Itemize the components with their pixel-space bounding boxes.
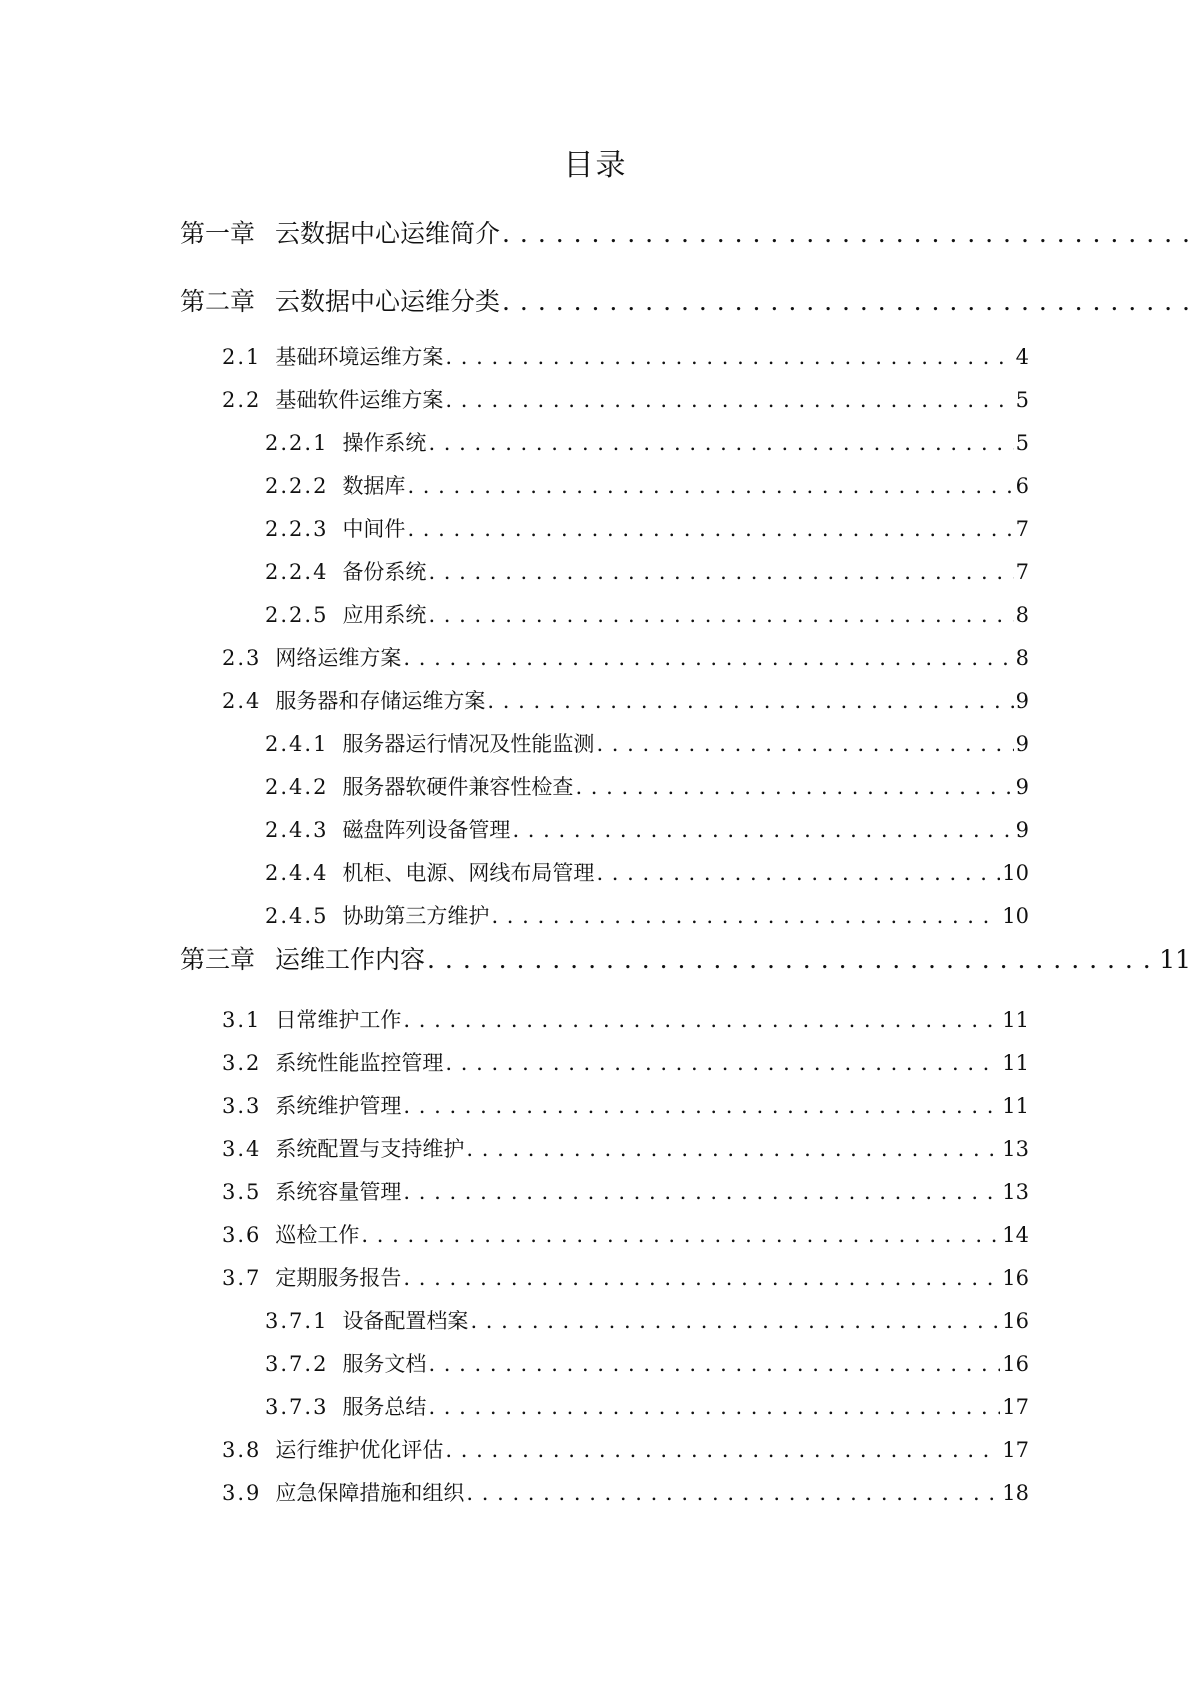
toc-entry-title: 应用系统 xyxy=(342,603,427,627)
toc-entry-number: 2.2 xyxy=(222,388,262,412)
toc-entry-title: 系统容量管理 xyxy=(275,1180,402,1204)
toc-entry-page: 6 xyxy=(1015,474,1029,498)
toc-entry-page: 16 xyxy=(1002,1266,1029,1290)
toc-entry-title: 网络运维方案 xyxy=(275,646,402,670)
toc-entry-page: 8 xyxy=(1015,603,1029,627)
dot-leader xyxy=(428,603,1013,627)
toc-entry-number: 3.2 xyxy=(222,1051,262,1075)
toc-entry-number: 2.3 xyxy=(222,646,262,670)
toc-entry-page: 5 xyxy=(1015,388,1029,412)
toc-entry-page: 11 xyxy=(1002,1051,1029,1075)
toc-entry-3-3[interactable] xyxy=(222,1090,1029,1118)
toc-entry-page: 9 xyxy=(1015,689,1029,713)
toc-entry-page: 13 xyxy=(1002,1137,1029,1161)
toc-entry-2-4-1[interactable] xyxy=(265,728,1029,756)
toc-entry-title: 磁盘阵列设备管理 xyxy=(342,818,511,842)
dot-leader xyxy=(427,945,1157,974)
toc-entry-number: 2.4 xyxy=(222,689,262,713)
toc-entry-chapter-3[interactable] xyxy=(180,940,1191,974)
toc-entry-page: 13 xyxy=(1002,1180,1029,1204)
dot-leader xyxy=(445,1438,1000,1462)
toc-entry-page: 5 xyxy=(1015,431,1029,455)
toc-entry-title: 云数据中心运维分类 xyxy=(275,287,501,316)
toc-entry-2-3[interactable] xyxy=(222,642,1029,670)
dot-leader xyxy=(403,646,1013,670)
toc-entry-title: 基础环境运维方案 xyxy=(275,345,444,369)
toc-entry-title: 设备配置档案 xyxy=(342,1309,469,1333)
toc-entry-number: 2.2.1 xyxy=(265,431,329,455)
toc-entry-page: 9 xyxy=(1015,818,1029,842)
toc-entry-title: 定期服务报告 xyxy=(275,1266,402,1290)
toc-entry-chapter-1[interactable] xyxy=(180,214,1191,248)
toc-entry-chapter-2[interactable] xyxy=(180,282,1191,316)
toc-entry-3-8[interactable] xyxy=(222,1434,1029,1462)
toc-entry-number: 2.2.3 xyxy=(265,517,329,541)
toc-entry-number: 第三章 xyxy=(180,945,256,974)
toc-entry-2-2-3[interactable] xyxy=(265,513,1029,541)
toc-entry-number: 2.2.5 xyxy=(265,603,329,627)
toc-entry-page: 17 xyxy=(1002,1395,1029,1419)
toc-entry-page: 11 xyxy=(1002,1094,1029,1118)
dot-leader xyxy=(470,1309,1000,1333)
toc-entry-number: 2.4.4 xyxy=(265,861,329,885)
dot-leader xyxy=(502,287,1189,316)
toc-entry-title: 机柜、电源、网线布局管理 xyxy=(342,861,595,885)
toc-entry-page: 7 xyxy=(1015,517,1029,541)
toc-entry-number: 3.1 xyxy=(222,1008,262,1032)
toc-entry-title: 云数据中心运维简介 xyxy=(275,219,501,248)
dot-leader xyxy=(596,861,1000,885)
toc-entry-title: 系统性能监控管理 xyxy=(275,1051,444,1075)
toc-entry-page: 10 xyxy=(1002,904,1029,928)
toc-entry-3-6[interactable] xyxy=(222,1219,1029,1247)
dot-leader xyxy=(428,1352,1000,1376)
toc-entry-number: 第二章 xyxy=(180,287,256,316)
dot-leader xyxy=(466,1137,1000,1161)
toc-entry-title: 中间件 xyxy=(342,517,406,541)
toc-entry-2-2-1[interactable] xyxy=(265,427,1029,455)
toc-entry-title: 服务器和存储运维方案 xyxy=(275,689,486,713)
toc-entry-page: 14 xyxy=(1002,1223,1029,1247)
toc-entry-title: 服务器软硬件兼容性检查 xyxy=(342,775,574,799)
toc-entry-2-4[interactable] xyxy=(222,685,1029,713)
dot-leader xyxy=(407,474,1013,498)
page-title: 目录 xyxy=(563,148,628,183)
toc-entry-page: 18 xyxy=(1002,1481,1029,1505)
toc-entry-2-1[interactable] xyxy=(222,341,1029,369)
toc-entry-title: 系统配置与支持维护 xyxy=(275,1137,465,1161)
toc-entry-page: 9 xyxy=(1015,732,1029,756)
toc-entry-title: 日常维护工作 xyxy=(275,1008,402,1032)
dot-leader xyxy=(466,1481,1000,1505)
dot-leader xyxy=(502,219,1189,248)
toc-entry-number: 2.2.4 xyxy=(265,560,329,584)
toc-entry-title: 运行维护优化评估 xyxy=(275,1438,444,1462)
toc-entry-page: 11 xyxy=(1159,945,1191,974)
toc-entry-number: 2.1 xyxy=(222,345,262,369)
toc-entry-number: 2.4.3 xyxy=(265,818,329,842)
toc-entry-number: 2.4.1 xyxy=(265,732,329,756)
toc-entry-number: 第一章 xyxy=(180,219,256,248)
toc-entry-3-2[interactable] xyxy=(222,1047,1029,1075)
toc-entry-page: 17 xyxy=(1002,1438,1029,1462)
toc-entry-number: 3.9 xyxy=(222,1481,262,1505)
toc-entry-page: 4 xyxy=(1015,345,1029,369)
toc-entry-2-4-4[interactable] xyxy=(265,857,1029,885)
toc-entry-page: 7 xyxy=(1015,560,1029,584)
toc-entry-number: 3.3 xyxy=(222,1094,262,1118)
toc-entry-3-4[interactable] xyxy=(222,1133,1029,1161)
toc-entry-3-1[interactable] xyxy=(222,1004,1029,1032)
toc-entry-title: 系统维护管理 xyxy=(275,1094,402,1118)
toc-entry-3-9[interactable] xyxy=(222,1477,1029,1505)
dot-leader xyxy=(407,517,1013,541)
toc-entry-title: 服务总结 xyxy=(342,1395,427,1419)
toc-entry-page: 9 xyxy=(1015,775,1029,799)
toc-entry-page: 16 xyxy=(1002,1352,1029,1376)
toc-entry-title: 巡检工作 xyxy=(275,1223,360,1247)
toc-entry-2-4-5[interactable] xyxy=(265,900,1029,928)
dot-leader xyxy=(445,388,1013,412)
toc-entry-2-4-2[interactable] xyxy=(265,771,1029,799)
dot-leader xyxy=(445,345,1013,369)
toc-entry-title: 协助第三方维护 xyxy=(342,904,490,928)
toc-entry-2-2-2[interactable] xyxy=(265,470,1029,498)
toc-entry-title: 运维工作内容 xyxy=(275,945,426,974)
dot-leader xyxy=(487,689,1013,713)
toc-entry-page: 11 xyxy=(1002,1008,1029,1032)
toc-entry-2-2-5[interactable] xyxy=(265,599,1029,627)
toc-entry-title: 备份系统 xyxy=(342,560,427,584)
dot-leader xyxy=(403,1008,1000,1032)
toc-entry-number: 3.5 xyxy=(222,1180,262,1204)
toc-entry-title: 数据库 xyxy=(342,474,406,498)
dot-leader xyxy=(403,1094,1000,1118)
dot-leader xyxy=(403,1180,1000,1204)
toc-entry-3-5[interactable] xyxy=(222,1176,1029,1204)
toc-entry-title: 服务器运行情况及性能监测 xyxy=(342,732,595,756)
dot-leader xyxy=(428,560,1013,584)
toc-entry-number: 2.2.2 xyxy=(265,474,329,498)
dot-leader xyxy=(361,1223,1000,1247)
dot-leader xyxy=(512,818,1013,842)
dot-leader xyxy=(596,732,1013,756)
toc-entry-3-7-2[interactable] xyxy=(265,1348,1029,1376)
toc-entry-title: 应急保障措施和组织 xyxy=(275,1481,465,1505)
toc-entry-3-7-3[interactable] xyxy=(265,1391,1029,1419)
toc-entry-number: 3.4 xyxy=(222,1137,262,1161)
toc-entry-title: 操作系统 xyxy=(342,431,427,455)
toc-entry-2-2-4[interactable] xyxy=(265,556,1029,584)
toc-entry-number: 2.4.5 xyxy=(265,904,329,928)
toc-entry-page: 16 xyxy=(1002,1309,1029,1333)
toc-entry-2-4-3[interactable] xyxy=(265,814,1029,842)
toc-entry-3-7[interactable] xyxy=(222,1262,1029,1290)
dot-leader xyxy=(428,1395,1000,1419)
toc-entry-2-2[interactable] xyxy=(222,384,1029,412)
toc-entry-number: 3.7 xyxy=(222,1266,262,1290)
dot-leader xyxy=(575,775,1013,799)
toc-entry-3-7-1[interactable] xyxy=(265,1305,1029,1333)
toc-entry-number: 3.7.2 xyxy=(265,1352,329,1376)
toc-entry-title: 服务文档 xyxy=(342,1352,427,1376)
toc-entry-number: 3.6 xyxy=(222,1223,262,1247)
toc-entry-title: 基础软件运维方案 xyxy=(275,388,444,412)
dot-leader xyxy=(491,904,1000,928)
toc-entry-page: 10 xyxy=(1002,861,1029,885)
toc-entry-number: 3.7.1 xyxy=(265,1309,329,1333)
toc-entry-number: 3.8 xyxy=(222,1438,262,1462)
dot-leader xyxy=(445,1051,1000,1075)
toc-entry-number: 3.7.3 xyxy=(265,1395,329,1419)
dot-leader xyxy=(428,431,1013,455)
dot-leader xyxy=(403,1266,1000,1290)
toc-entry-number: 2.4.2 xyxy=(265,775,329,799)
toc-entry-page: 8 xyxy=(1015,646,1029,670)
